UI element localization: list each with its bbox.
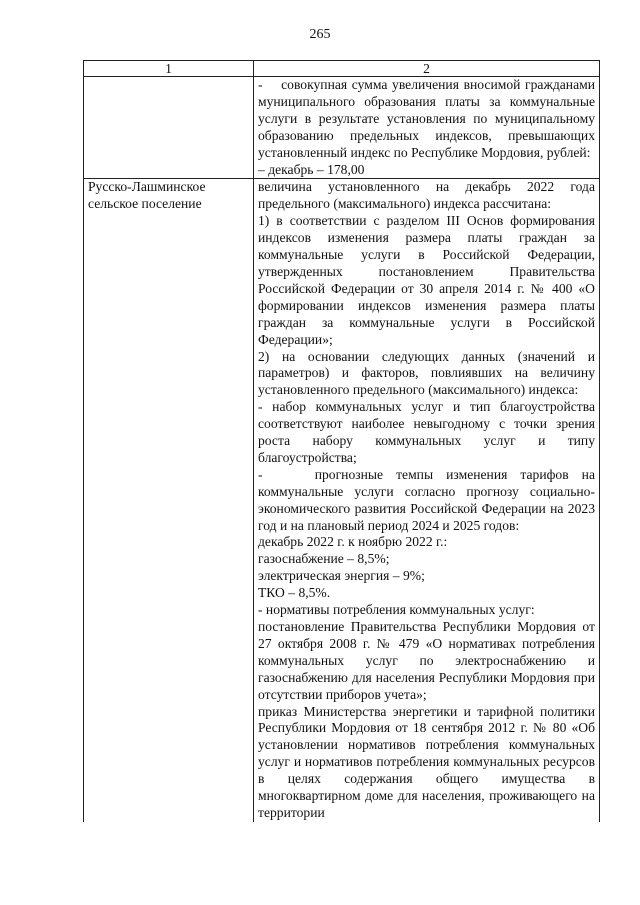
header-col-1: 1 — [84, 61, 254, 77]
table-row — [84, 179, 600, 822]
settlement-name: Русско-Лашминское — [88, 179, 206, 195]
row-content-cell — [254, 179, 600, 822]
paragraph: 2) на основании следующих данных (значений и параметров) и факторов, повлиявших на величину установленного предельного (максимального) индекса: — [258, 348, 595, 398]
header-col-2: 2 — [254, 61, 600, 77]
paragraph: ТКО – 8,5%. — [258, 585, 331, 601]
paragraph: приказ Министерства энергетики и тарифной политики Республики Мордовия от 18 сентября 2012 г. № 80 «Об установлении нормативов потребления коммунальных услуг и нормативов потребления коммунальных ресурсов в целях содержания общего имущества в многоквартирном доме для населения, проживающего на территории — [258, 703, 595, 820]
paragraph: - нормативы потребления коммунальных услуг: — [258, 602, 535, 618]
paragraph: электрическая энергия – 9%; — [258, 568, 425, 584]
document-table — [83, 60, 600, 822]
row-content-cell — [254, 77, 600, 179]
paragraph: – декабрь – 178,00 — [258, 161, 365, 177]
paragraph: декабрь 2022 г. к ноябрю 2022 г.: — [258, 534, 448, 550]
settlement-type: сельское поселение — [88, 196, 202, 212]
paragraph: величина установленного на декабрь 2022 года предельного (максимального) индекса рассчитана: — [258, 179, 595, 212]
page-number: 265 — [309, 27, 331, 42]
paragraph: - набор коммунальных услуг и тип благоустройства соответствуют наиболее невыгодному с точки зрения роста набору коммунальных услуг и типу благоустройства; — [258, 399, 595, 465]
paragraph: газоснабжение – 8,5%; — [258, 551, 390, 567]
paragraph: - прогнозные темпы изменения тарифов на коммунальные услуги согласно прогнозу социально-экономического развития Российской Федерации на 2023 год и на плановый период 2024 и 2025 годов: — [258, 466, 595, 533]
paragraph: постановление Правительства Республики Мордовия от 27 октября 2008 г. № 479 «О нормативах потребления коммунальных услуг по электроснабжению и газоснабжению для населения Республики Мордовия при отсутствии приборов учета»; — [258, 619, 595, 702]
table-row — [84, 77, 600, 179]
paragraph: 1) в соответствии с разделом III Основ формирования индексов изменения размера платы граждан за коммунальные услуги в Российской Федерации, утвержденных постановлением Правительства Российской Федерации от 30 апреля 2014 г. № 400 «О формировании индексов изменения размера платы граждан за коммунальные услуги в Российской Федерации»; — [258, 213, 595, 347]
row-label-cell — [84, 179, 254, 822]
paragraph: - совокупная сумма увеличения вносимой гражданами муниципального образования платы за коммунальные услуги в результате установления по муниципальному образованию предельных индексов, превышающих установленный индекс по Республике Мордовия, рублей: — [258, 77, 595, 160]
row-label-cell — [84, 77, 254, 179]
table-header-row — [84, 61, 600, 77]
